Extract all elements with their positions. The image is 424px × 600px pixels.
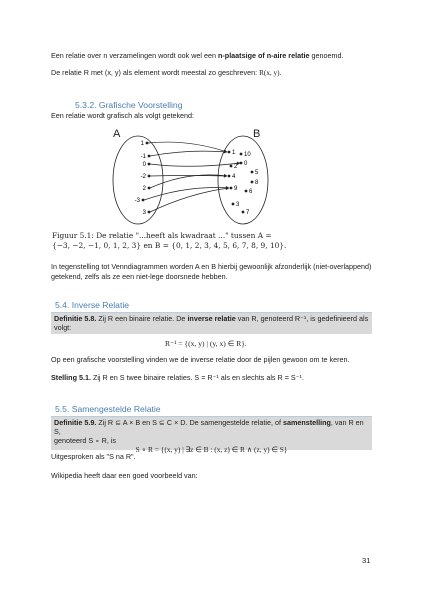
b-element: 8 [255,180,259,186]
definition-text-end: van R, genoteerd R⁻¹, is gedefinieerd als [235,314,369,323]
b-element: 7 [246,210,250,216]
relation-diagram [110,125,285,227]
definition-text: Zij R ⊆ A × B en S ⊆ C × D. De samengestelde relatie, of [96,418,283,427]
definition-label: Definitie 5.8. [54,314,97,323]
a-element: -2 [140,174,146,180]
intro-bold: n-plaatsige of n-aire relatie [218,51,310,60]
intro-text: Een relatie over n verzamelingen wordt ook wel een [51,51,219,60]
figure-caption-line-2: {−3, −2, −1, 0, 1, 2, 3} en B = {0, 1, 2, 3, 4, 5, 6, 7, 8, 9, 10}. [52,241,287,250]
intro-text-end: genoemd. [309,51,344,60]
b-element: 0 [244,161,248,167]
definition-line-2: genoteerd S ∘ R, is [54,436,117,445]
venn-text-line-1: In tegenstelling tot Venndiagrammen worden A en B hierbij gewoonlijk afzonderlijk (niet-overlappend) [51,262,372,271]
intro-line-2 [51,68,281,78]
intro-formula: R(x, y). [259,69,282,77]
b-element: 10 [244,152,251,158]
b-element: 3 [236,202,240,208]
b-element: 1 [232,150,236,156]
spoken-as: Uitgesproken als "S na R". [51,452,136,461]
definition-text-end: , van R en S, [54,418,364,436]
b-element: 2 [234,164,238,170]
composition-formula: S ∘ R = {(x, y) | ∃z ∈ B : (x, z) ∈ R ∧ (z, y) ∈ S} [135,445,288,454]
stelling-label: Stelling 5.1. [51,373,91,382]
set-a-label: A [113,128,121,140]
a-element: 1 [140,141,144,147]
stelling-5-1 [51,373,304,382]
section-54-title: 5.4. Inverse Relatie [55,300,130,310]
set-b-label: B [253,128,261,140]
a-element: -3 [134,198,140,204]
intro-line-1 [51,51,343,60]
a-element: 3 [142,210,146,216]
section-532-title: 5.3.2. Grafische Voorstelling [75,100,183,110]
inverse-formula: R⁻¹ = {(x, y) | (y, x) ∈ R}. [165,339,247,348]
set-a-ellipse [113,136,163,224]
page-number: 31 [362,556,371,565]
a-element: 2 [142,186,146,192]
definition-line-2: volgt: [54,323,72,332]
section-532-text: Een relatie wordt grafisch als volgt getekend: [51,111,195,120]
b-element: 6 [249,189,253,195]
venn-text-line-2: getekend, zelfs als ze een niet-lege doorsnede hebben. [51,272,228,281]
definition-term: samenstelling [282,418,331,427]
section-54-after: Op een grafische voorstelling vinden we de inverse relatie door de pijlen gewoon om te keren. [51,355,350,364]
b-element: 4 [232,174,236,180]
definition-5-9 [51,417,372,454]
definition-text: Zij R een binaire relatie. De [96,314,188,323]
a-element: -1 [140,154,146,160]
section-55-title: 5.5. Samengestelde Relatie [55,404,161,414]
b-element: 9 [234,186,238,192]
definition-label: Definitie 5.9. [54,418,97,427]
definition-term: inverse relatie [187,314,236,323]
definition-5-8 [51,313,372,334]
b-element: 5 [255,170,259,176]
figure-caption-line-1: Figuur 5.1: De relatie "...heeft als kwadraat ..." tussen A = [52,231,272,240]
wikipedia-text: Wikipedia heeft daar een goed voorbeeld van: [51,471,198,480]
stelling-text: Zij R en S twee binaire relaties. S = R⁻¹ als en slechts als R = S⁻¹. [90,373,304,382]
intro-text-2: De relatie R met (x, y) als element wordt meestal zo geschreven: [51,68,260,77]
a-element: 0 [142,162,146,168]
